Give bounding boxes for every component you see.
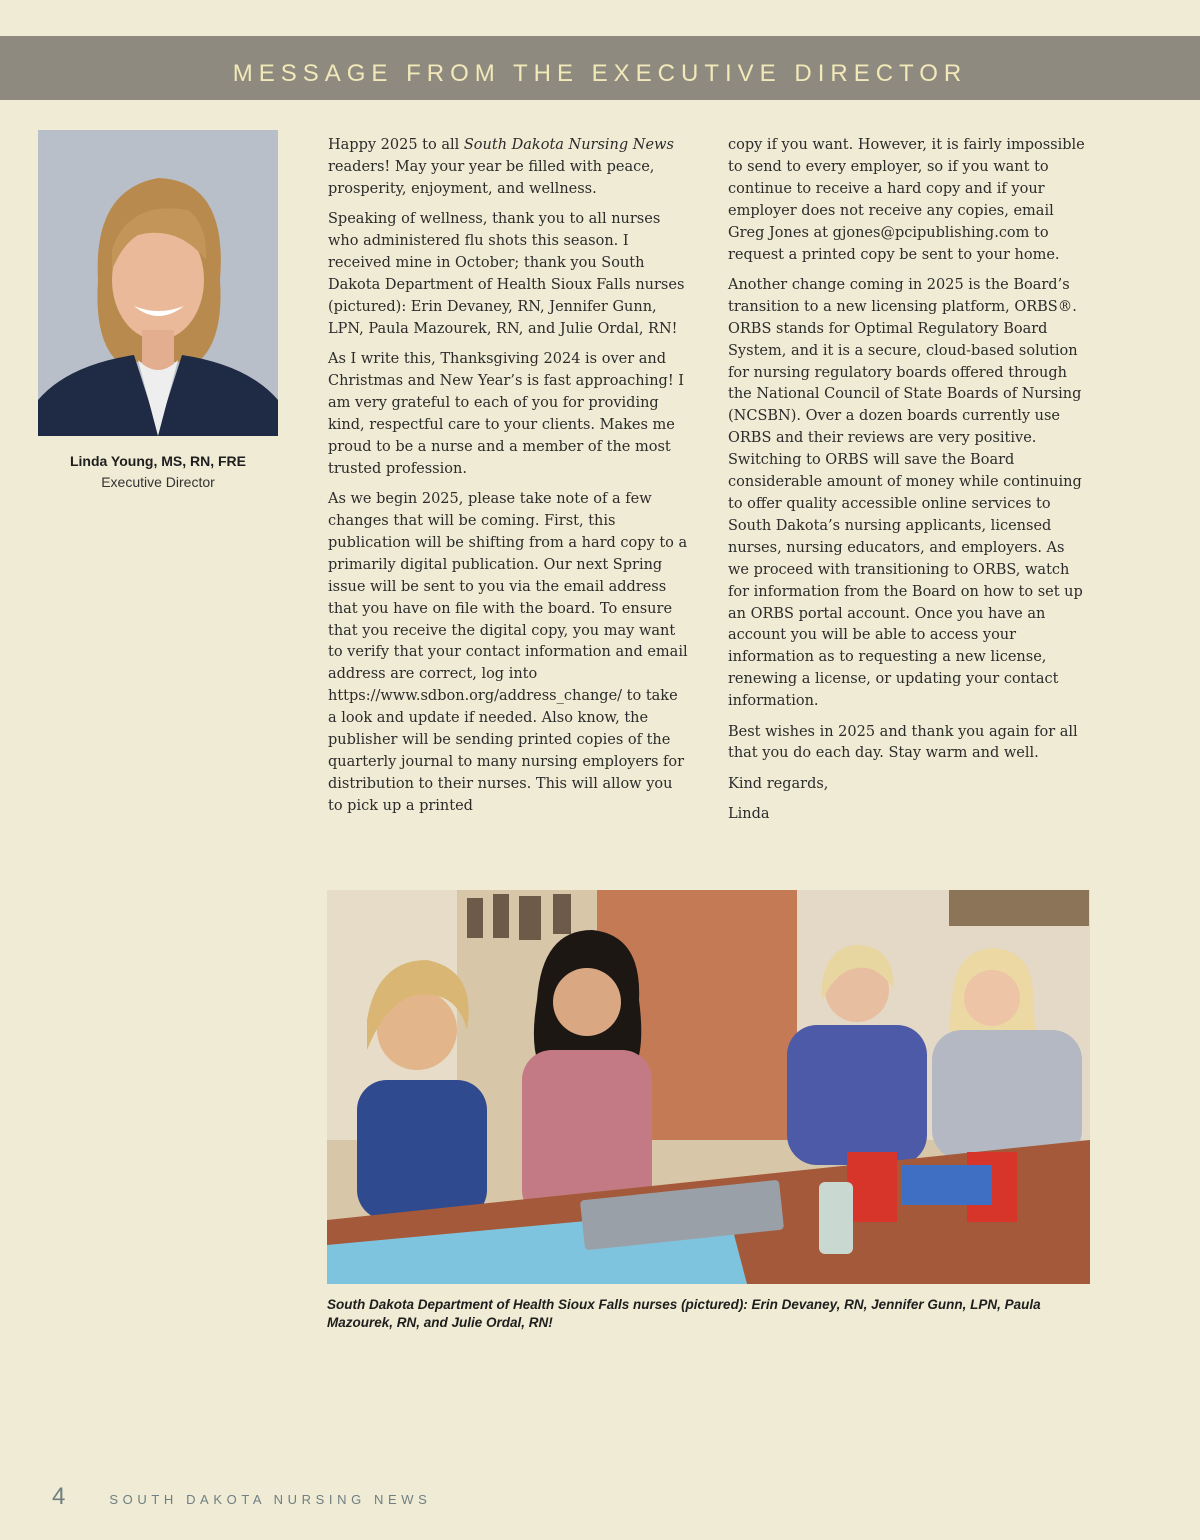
page-footer	[52, 1483, 431, 1511]
publication-title-inline: South Dakota Nursing News	[463, 137, 674, 153]
photo-caption: South Dakota Department of Health Sioux Falls nurses (pictured): Erin Devaney, RN, Jennifer Gunn, LPN, Paula Mazourek, RN, and Julie Ordal, RN!	[327, 1297, 1041, 1330]
portrait-photo	[38, 130, 278, 436]
closing: Kind regards,	[728, 775, 829, 792]
paragraph: Another change coming in 2025 is the Board’s transition to a new licensing platform, ORBS®. ORBS stands for Optimal Regulatory Board System, and it is a secure, cloud-based solution for nursing regulatory boards offered through the National Council of State Boards of Nursing (NCSBN). Over a dozen boards currently use ORBS and their reviews are very positive. Switching to ORBS will save the Board considerable amount of money while continuing to offer quality accessible online services to South Dakota’s nursing applicants, licensed nurses, nursing educators, and employers. As we proceed with transitioning to ORBS, watch for information from the Board on how to set up an ORBS portal account. Once you have an account you will be able to access your information as to requesting a new license, renewing a license, or updating your contact information.	[728, 276, 1083, 710]
group-photo-icon	[327, 890, 1090, 1284]
paragraph: copy if you want. However, it is fairly impossible to send to every employer, so if you want to continue to receive a hard copy and if your employer does not receive any copies, email Greg Jones at gjones@pcipublishing.com to request a printed copy be sent to your home.	[728, 137, 1085, 263]
article-column-2	[728, 135, 1090, 835]
portrait-photo-icon	[38, 130, 278, 436]
paragraph: Speaking of wellness, thank you to all nurses who administered flu shots this season. I received mine in October; thank you South Dakota Department of Health Sioux Falls nurses (pictured): Erin Devaney, RN, Jennifer Gunn, LPN, Paula Mazourek, RN, and Julie Ordal, RN!	[328, 211, 685, 337]
signature: Linda	[728, 806, 770, 823]
section-banner	[0, 36, 1200, 100]
page-number: 4	[52, 1483, 66, 1510]
group-photo	[327, 890, 1090, 1284]
publication-name: SOUTH DAKOTA NURSING NEWS	[109, 1492, 432, 1507]
paragraph: As I write this, Thanksgiving 2024 is over and Christmas and New Year’s is fast approaching! I am very grateful to each of you for providing kind, respectful care to your clients. Makes me proud to be a nurse and a member of the most trusted profession.	[328, 351, 684, 477]
article-column-1	[328, 135, 690, 826]
paragraph: Happy 2025 to all South Dakota Nursing News readers! May your year be filled with peace, prosperity, enjoyment, and wellness.	[328, 137, 674, 197]
paragraph: Best wishes in 2025 and thank you again for all that you do each day. Stay warm and well.	[728, 723, 1078, 762]
section-title: MESSAGE FROM THE EXECUTIVE DIRECTOR	[232, 60, 968, 87]
paragraph: As we begin 2025, please take note of a few changes that will be coming. First, this publication will be shifting from a hard copy to a primarily digital publication. Our next Spring issue will be sent to you via the email address that you have on file with the board. To ensure that you receive the digital copy, you may want to verify that your contact information and email address are correct, log into https://www.sdbon.org/address_change/ to take a look and update if needed. Also know, the publisher will be sending printed copies of the quarterly journal to many nursing employers for distribution to their nurses. This will allow you to pick up a printed	[328, 491, 688, 814]
director-name: Linda Young, MS, RN, FRE	[69, 453, 247, 469]
director-role: Executive Director	[101, 474, 215, 490]
